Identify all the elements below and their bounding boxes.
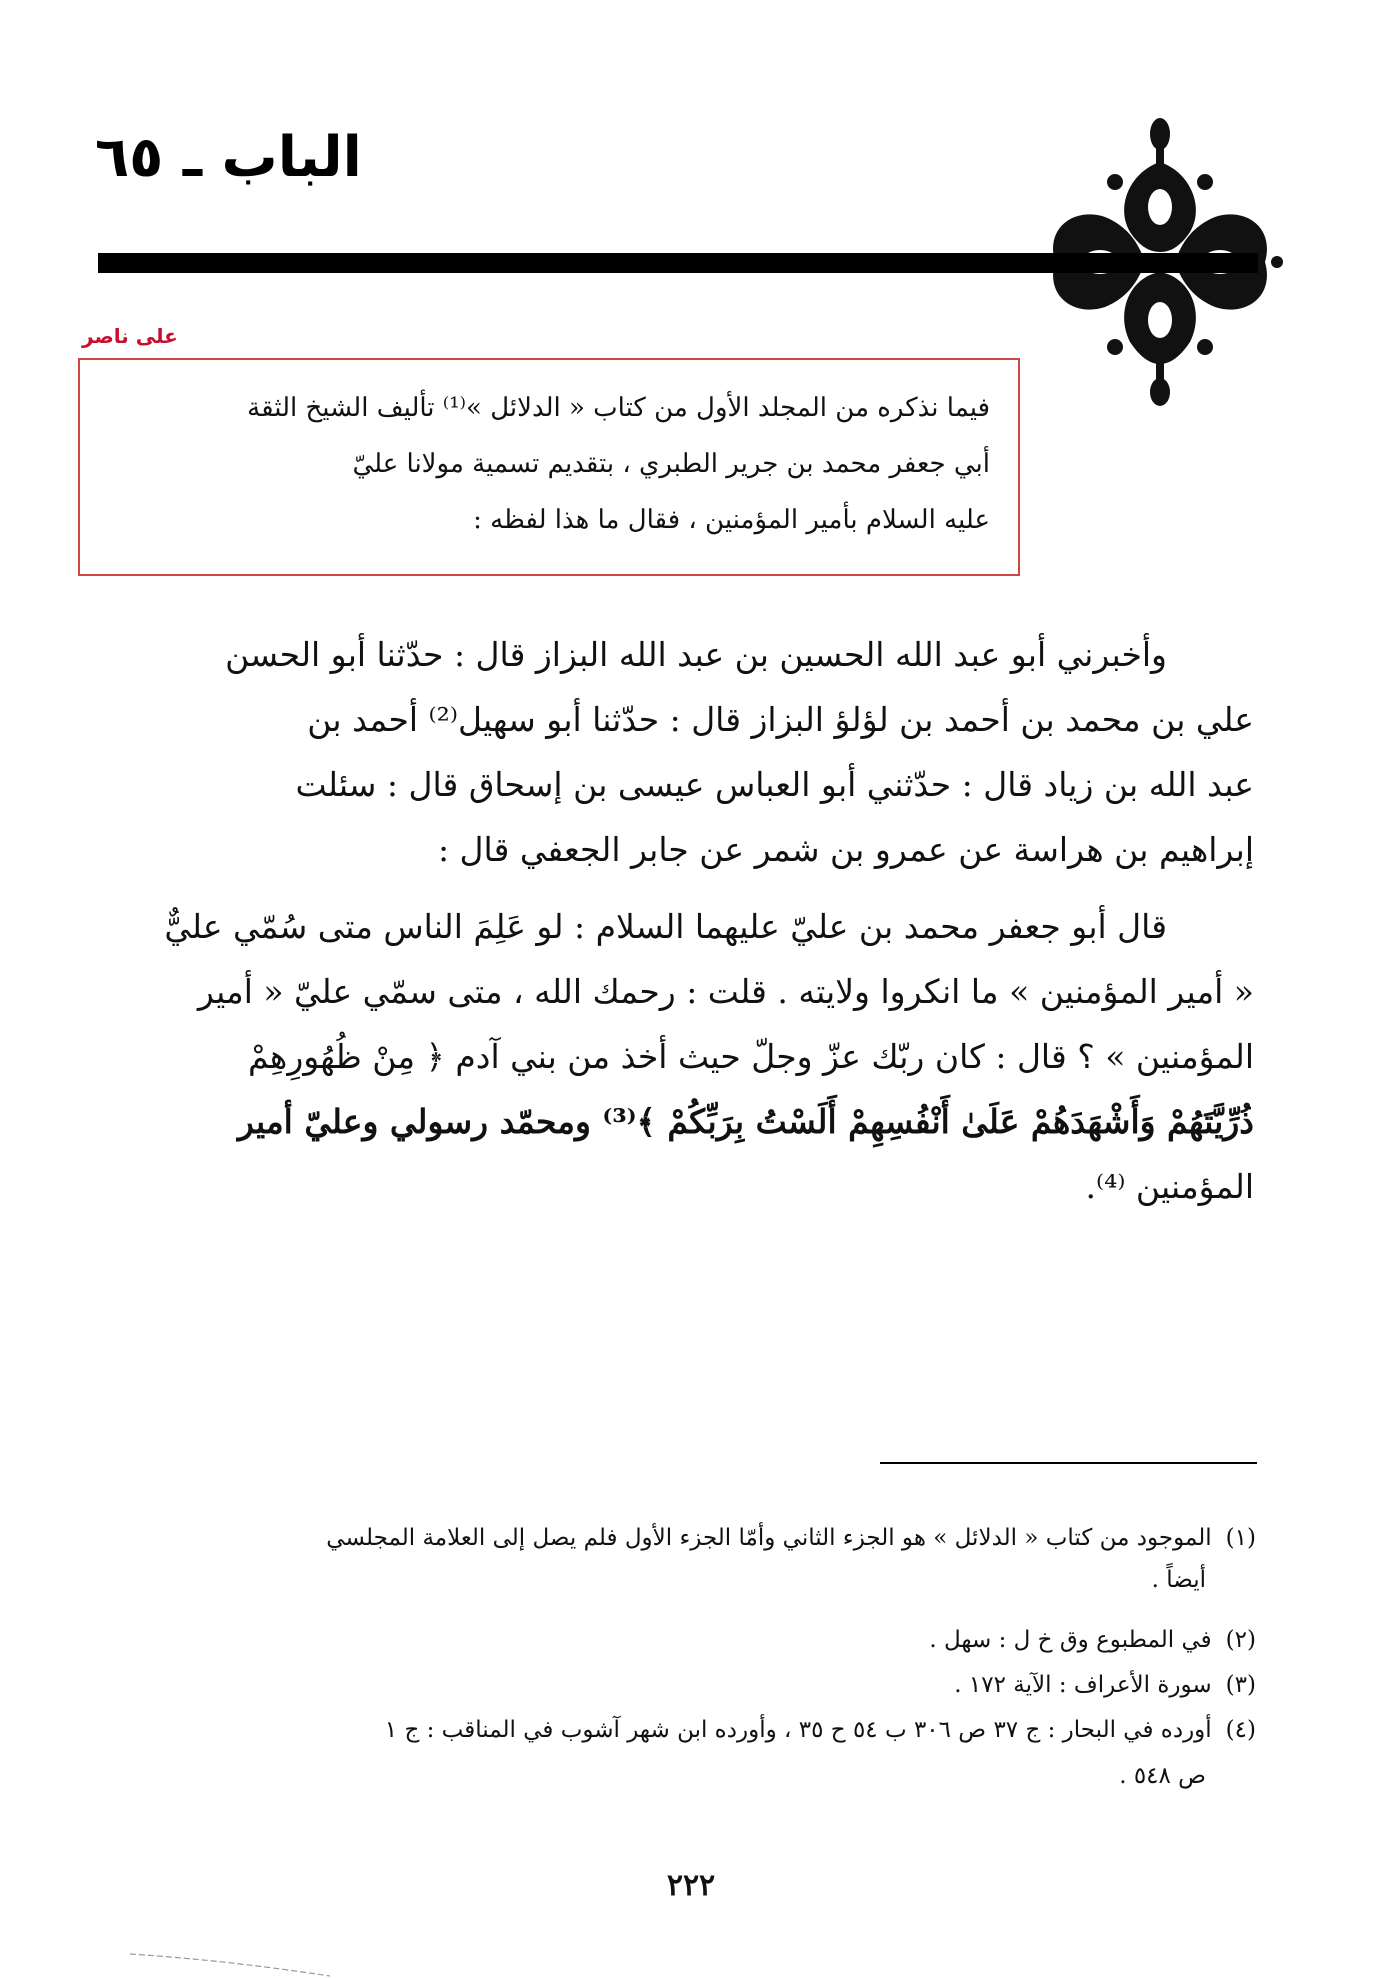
footnote-text: ص ٥٤٨ . — [1119, 1763, 1206, 1789]
footnote-text: الموجود من كتاب « الدلائل » هو الجزء الثاني وأمّا الجزء الأول فلم يصل إلى العلامة المجلسي — [326, 1525, 1212, 1551]
chapter-title: الباب ـ ٦٥ — [95, 125, 362, 190]
body-line: قال أبو جعفر محمد بن عليّ عليهما السلام : لو عَلِمَ الناس متى سُمّي عليٌّ — [164, 907, 1167, 946]
footnote — [26, 1562, 1206, 1598]
footnote — [26, 1758, 1206, 1794]
body-line: ذُرِّيَّتَهُمْ وَأَشْهَدَهُمْ عَلَىٰ أَنْفُسِهِمْ أَلَسْتُ بِرَبِّكُمْ ﴾⁽³⁾ ومحمّد رسولي وعليّ أمير — [237, 1102, 1254, 1141]
footnote-text: أيضاً . — [1151, 1567, 1206, 1593]
body-line: وأخبرني أبو عبد الله الحسين بن عبد الله البزاز قال : حدّثنا أبو الحسن — [225, 635, 1167, 674]
body-line: عبد الله بن زياد قال : حدّثني أبو العباس عيسى بن إسحاق قال : سئلت — [295, 765, 1254, 804]
scan-artifact — [130, 1950, 330, 1978]
footnote — [76, 1622, 1256, 1658]
body-line: « أمير المؤمنين » ما انكروا ولايته . قلت : رحمك الله ، متى سمّي عليّ « أمير — [197, 972, 1254, 1011]
intro-box — [78, 358, 1020, 576]
footnote-text: في المطبوع وق خ ل : سهل . — [929, 1627, 1212, 1653]
heading-rule — [98, 253, 1258, 273]
body-line: علي بن محمد بن أحمد بن لؤلؤ البزاز قال : حدّثنا أبو سهيل⁽²⁾ أحمد بن — [307, 700, 1254, 739]
footnote-number: (٣) — [1225, 1672, 1256, 1698]
intro-line: فيما نذكره من المجلد الأول من كتاب « الدلائل »⁽¹⁾ تأليف الشيخ الثقة — [247, 393, 990, 423]
footnote — [76, 1712, 1256, 1748]
footnote-number: (٤) — [1225, 1717, 1256, 1743]
body-line: إبراهيم بن هراسة عن عمرو بن شمر عن جابر الجعفي قال : — [437, 830, 1254, 869]
footnote — [76, 1667, 1256, 1703]
body-line: المؤمنين ⁽⁴⁾. — [1085, 1167, 1254, 1206]
page-number: ٢٢٢ — [666, 1868, 716, 1903]
footnote-text: سورة الأعراف : الآية ١٧٢ . — [954, 1672, 1212, 1698]
footnote-rule — [880, 1462, 1257, 1464]
footnote-number: (٢) — [1225, 1627, 1256, 1653]
footnote-number: (١) — [1225, 1525, 1256, 1551]
body-line: المؤمنين » ؟ قال : كان ربّك عزّ وجلّ حيث أخذ من بني آدم ﴿ مِنْ ظُهُورِهِمْ — [247, 1037, 1254, 1076]
footnote — [76, 1520, 1256, 1556]
footnote-text: أورده في البحار : ج ٣٧ ص ٣٠٦ ب ٥٤ ح ٣٥ ، وأورده ابن شهر آشوب في المناقب : ج ١ — [384, 1717, 1212, 1743]
annotation-label: على ناصر — [82, 324, 178, 348]
intro-line: عليه السلام بأمير المؤمنين ، فقال ما هذا لفظه : — [473, 505, 990, 535]
intro-line: أبي جعفر محمد بن جرير الطبري ، بتقديم تسمية مولانا عليّ — [352, 449, 990, 479]
